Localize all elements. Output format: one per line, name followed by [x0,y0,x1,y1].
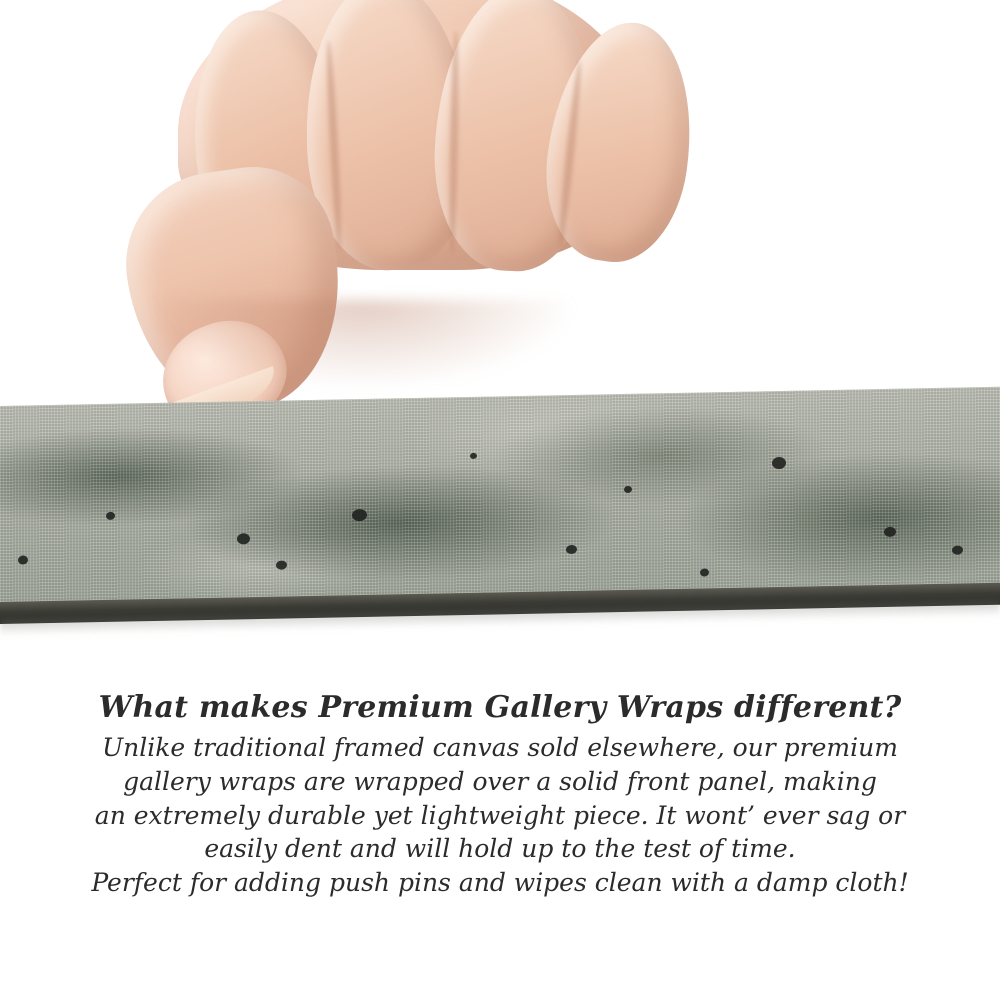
caption-heading: What makes Premium Gallery Wraps different? [98,690,902,725]
canvas-weave-texture [0,387,1000,614]
canvas-face [0,387,1000,614]
caption-line-2: gallery wraps are wrapped over a solid front panel, making [123,766,877,796]
caption-line-5: Perfect for adding push pins and wipes clean with a damp cloth! [91,868,909,897]
caption-line-1: Unlike traditional framed canvas sold elsewhere, our premium [102,733,898,762]
canvas-wrap-slab [0,406,1000,631]
caption-line-4: easily dent and will hold up to the test of time. [204,834,796,864]
caption-block [0,690,1000,900]
hand-illustration [118,0,678,430]
caption-line-3: an extremely durable yet lightweight piece. It wont’ ever sag or [94,800,906,830]
hand-shadow [148,300,578,390]
